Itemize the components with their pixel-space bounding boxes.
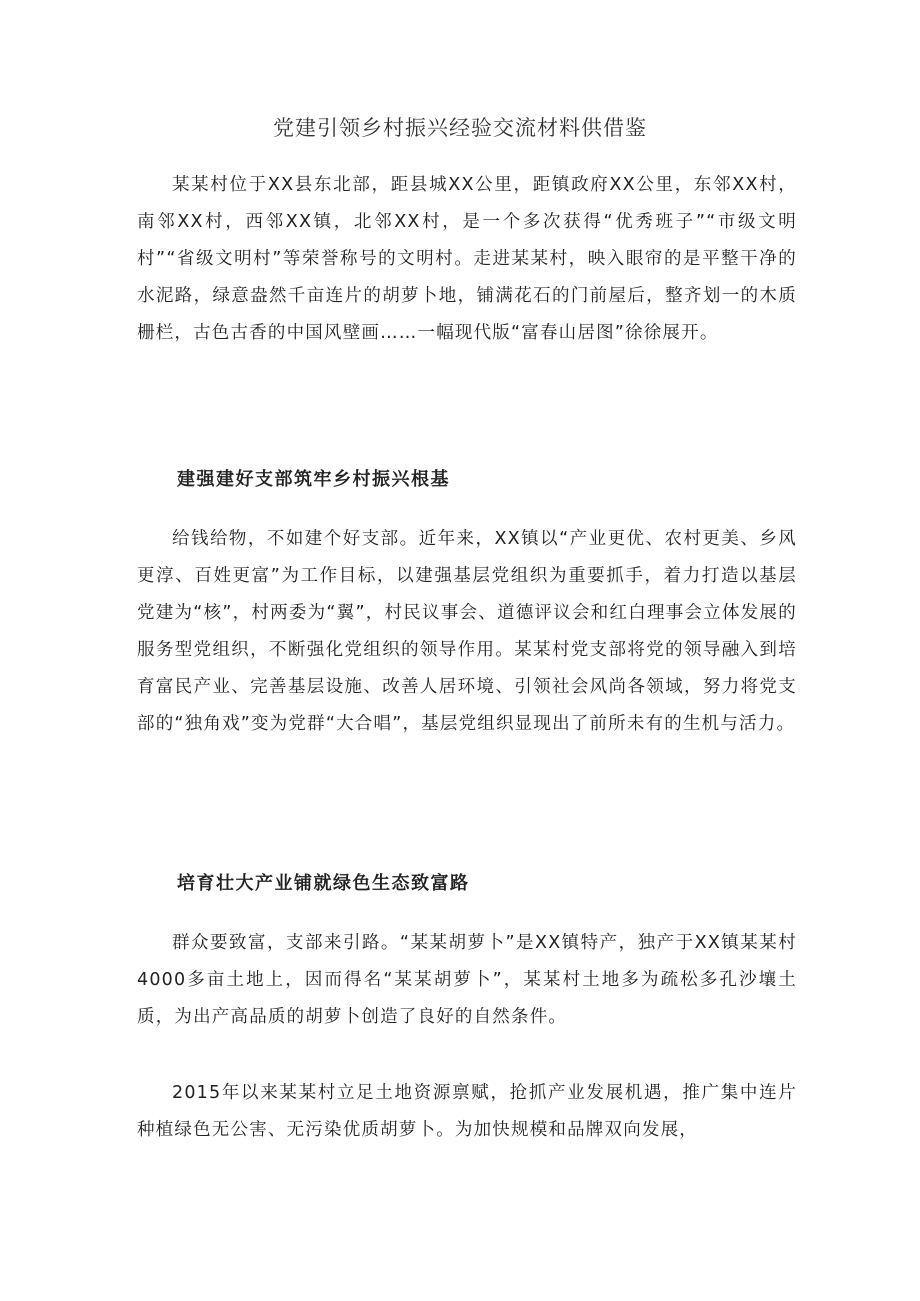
- paragraph-since-2015: 2015年以来某某村立足土地资源禀赋，抢抓产业发展机遇，推广集中连片种植绿色无公害、无污染优质胡萝卜。为加快规模和品牌双向发展，: [137, 1083, 797, 1140]
- section-heading-industry: 培育壮大产业铺就绿色生态致富路: [177, 873, 470, 894]
- section-heading-branch: 建强建好支部筑牢乡村振兴根基: [177, 469, 450, 490]
- paragraph-branch: 给钱给物，不如建个好支部。近年来，XX镇以“产业更优、农村更美、乡风更淳、百姓更富”为工作目标，以建强基层党组织为重要抓手，着力打造以基层党建为“核”，村两委为“翼”，村民议事会、道德评议会和红白理事会立体发展的服务型党组织，不断强化党组织的领导作用。某某村党支部将党的领导融入到培育富民产业、完善基层设施、改善人居环境、引领社会风尚各领域，努力将党支部的“独角戏”变为党群“大合唱”，基层党组织显现出了前所未有的生机与活力。: [137, 529, 797, 734]
- paragraph-intro: 某某村位于XX县东北部，距县城XX公里，距镇政府XX公里，东邻XX村，南邻XX村，西邻XX镇，北邻XX村，是一个多次获得“优秀班子”“市级文明村”“省级文明村”等荣誉称号的文明村。走进某某村，映入眼帘的是平整干净的水泥路，绿意盎然千亩连片的胡萝卜地，铺满花石的门前屋后，整齐划一的木质栅栏，古色古香的中国风壁画……一幅现代版“富春山居图”徐徐展开。: [137, 175, 797, 343]
- document-title: 党建引领乡村振兴经验交流材料供借鉴: [273, 116, 647, 140]
- paragraph-carrot: 群众要致富，支部来引路。“某某胡萝卜”是XX镇特产，独产于XX镇某某村4000多亩土地上，因而得名“某某胡萝卜”，某某村土地多为疏松多孔沙壤土质，为出产高品质的胡萝卜创造了良好的自然条件。: [137, 933, 797, 1027]
